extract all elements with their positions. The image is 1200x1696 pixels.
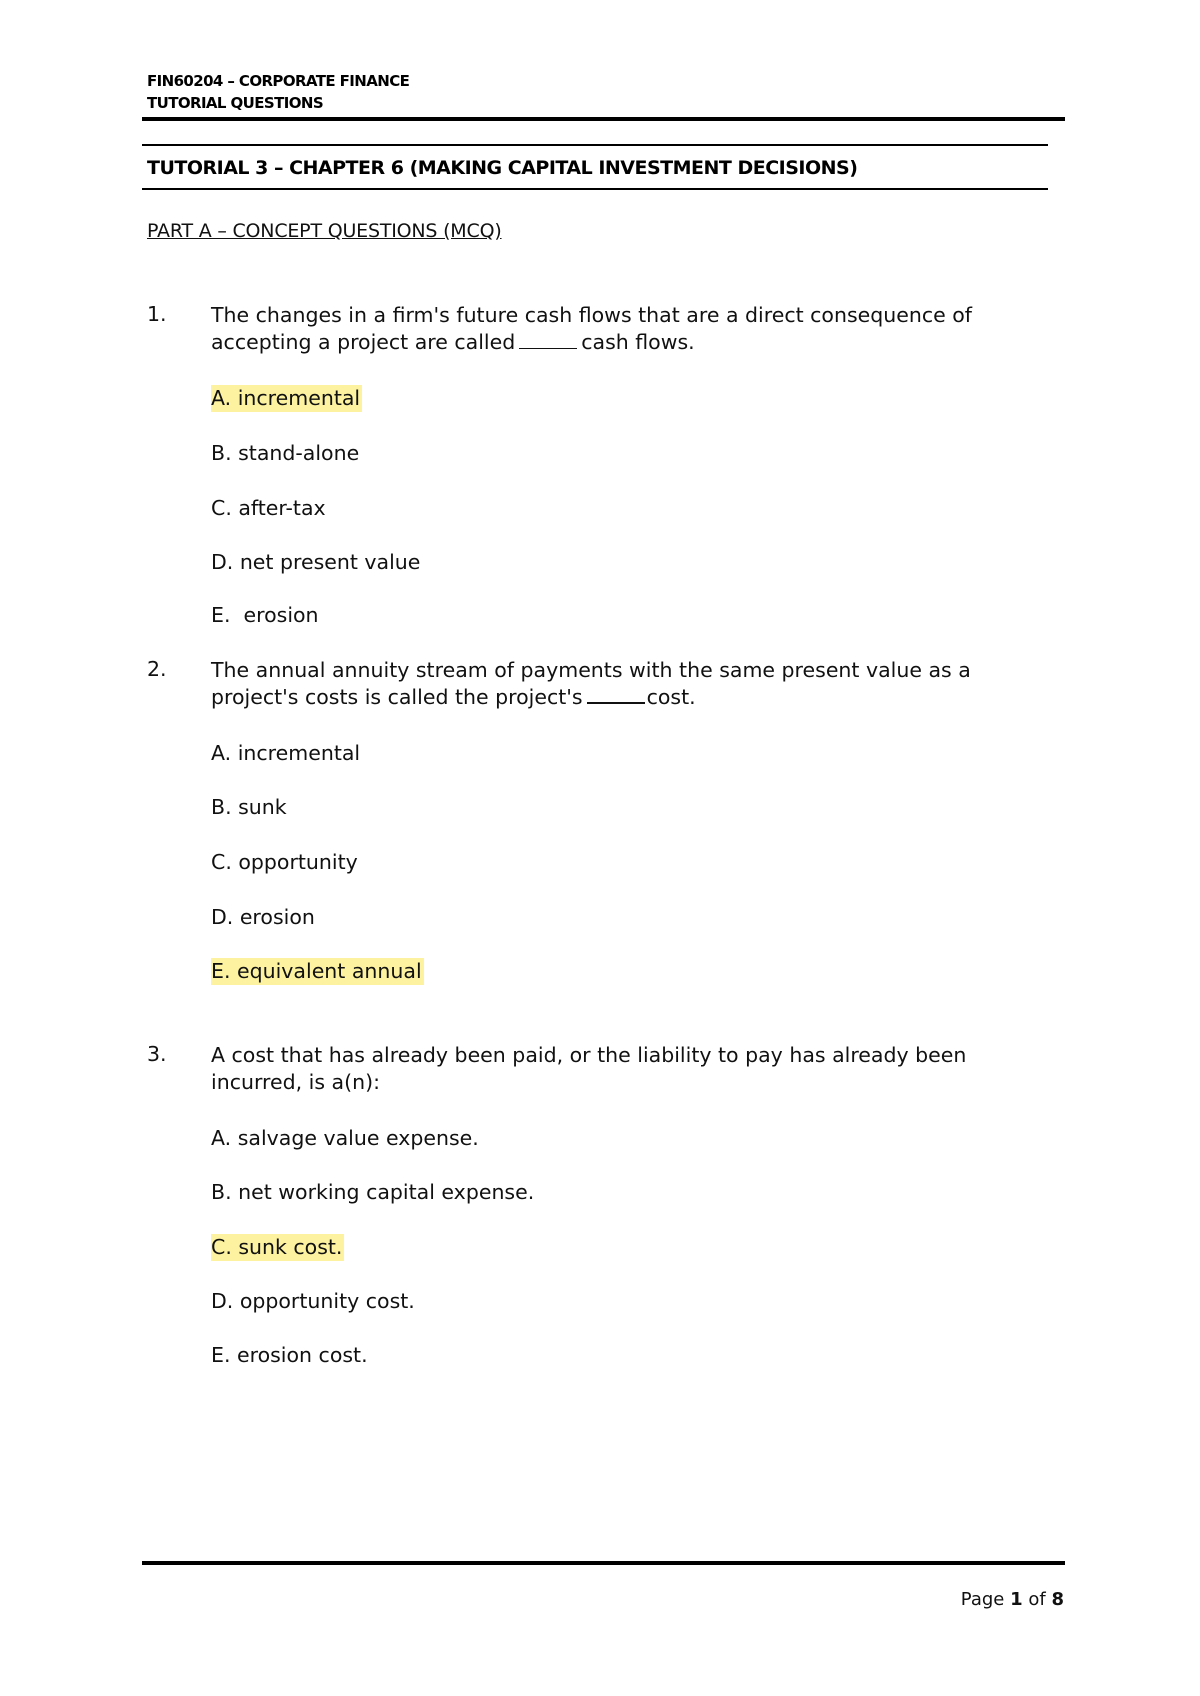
option-c: C. opportunity	[211, 850, 358, 874]
option-a: A. incremental	[211, 741, 361, 765]
question-text-after: cost.	[646, 685, 696, 709]
of-word: of	[1028, 1589, 1046, 1610]
option-b: B. net working capital expense.	[211, 1180, 535, 1204]
option-d: D. opportunity cost.	[211, 1289, 415, 1313]
option-d: D. net present value	[211, 550, 421, 574]
question-text	[211, 657, 1031, 711]
option-b: B. sunk	[211, 795, 287, 819]
option-c-highlighted: C. sunk cost.	[211, 1235, 343, 1259]
answer-blank	[587, 684, 645, 704]
header-course: FIN60204 – CORPORATE FINANCE	[147, 72, 410, 90]
answer-blank	[519, 330, 577, 349]
page-number	[961, 1589, 1064, 1610]
question-number: 1.	[147, 302, 167, 326]
option-e: E. erosion cost.	[211, 1343, 368, 1367]
footer-rule	[142, 1561, 1065, 1565]
question-number: 2.	[147, 657, 167, 681]
question-text-before: The changes in a firm's future cash flows that are a direct consequence of accepting a project are called	[211, 303, 973, 354]
question-text-before: The annual annuity stream of payments with the same present value as a project's costs is called the project's	[211, 658, 971, 709]
option-b: B. stand-alone	[211, 441, 360, 465]
part-heading: PART A – CONCEPT QUESTIONS (MCQ)	[147, 220, 502, 242]
question-number: 3.	[147, 1042, 167, 1066]
title-top-rule	[142, 144, 1048, 146]
option-a: A. salvage value expense.	[211, 1126, 479, 1150]
option-e: E. erosion	[211, 603, 319, 627]
header-rule	[142, 117, 1065, 121]
option-a-highlighted: A. incremental	[211, 386, 361, 410]
page-total: 8	[1051, 1589, 1064, 1610]
header-subtitle: TUTORIAL QUESTIONS	[147, 94, 324, 112]
option-d: D. erosion	[211, 905, 315, 929]
option-e-highlighted: E. equivalent annual	[211, 959, 422, 983]
question-text	[211, 302, 1031, 356]
tutorial-title: TUTORIAL 3 – CHAPTER 6 (MAKING CAPITAL INVESTMENT DECISIONS)	[147, 157, 858, 179]
title-bottom-rule	[142, 188, 1048, 190]
question-text: A cost that has already been paid, or the liability to pay has already been incurred, is a(n):	[211, 1043, 967, 1094]
option-c: C. after-tax	[211, 496, 326, 520]
page-current: 1	[1010, 1589, 1023, 1610]
question-text-after: cash flows.	[581, 330, 695, 354]
page-word: Page	[960, 1589, 1005, 1610]
